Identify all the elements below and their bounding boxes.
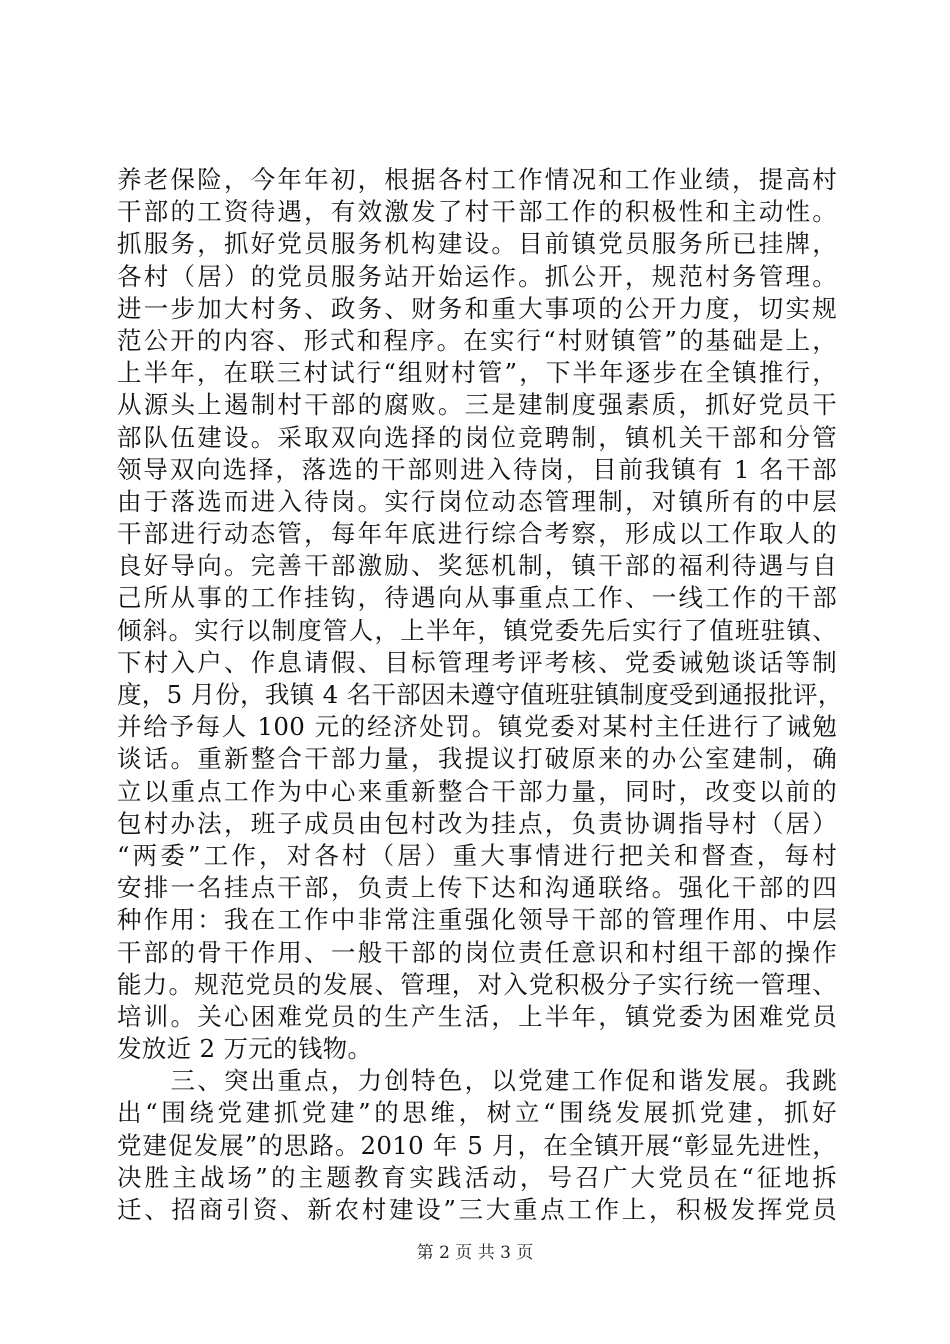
text-line: 培训。关心困难党员的生产生活，上半年，镇党委为困难党员: [117, 1001, 837, 1031]
text-line: 各村（居）的党员服务站开始运作。抓公开，规范村务管理。: [117, 261, 837, 291]
text-line: 良好导向。完善干部激励、奖惩机制，镇干部的福利待遇与自: [117, 551, 837, 581]
text-line: 抓服务，抓好党员服务机构建设。目前镇党员服务所已挂牌，: [117, 229, 837, 259]
text-line: 部队伍建设。采取双向选择的岗位竞聘制，镇机关干部和分管: [117, 422, 837, 452]
text-line: 进一步加大村务、政务、财务和重大事项的公开力度，切实规: [117, 293, 837, 323]
paragraph-end-line: 发放近 2 万元的钱物。: [117, 1034, 373, 1064]
text-line: 党建促发展”的思路。2010 年 5 月，在全镇开展“彰显先进性，: [117, 1130, 837, 1160]
text-line: 领导双向选择，落选的干部则进入待岗，目前我镇有 1 名干部: [117, 454, 837, 484]
text-line: 干部进行动态管，每年年底进行综合考察，形成以工作取人的: [117, 519, 837, 549]
page-footer: [0, 1242, 950, 1264]
text-line: 决胜主战场”的主题教育实践活动，号召广大党员在“征地拆: [117, 1162, 837, 1192]
text-line: 倾斜。实行以制度管人，上半年，镇党委先后实行了值班驻镇、: [117, 615, 837, 645]
text-line: 从源头上遏制村干部的腐败。三是建制度强素质，抓好党员干: [117, 390, 837, 420]
text-line: 干部的骨干作用、一般干部的岗位责任意识和村组干部的操作: [117, 937, 837, 967]
text-line: 上半年，在联三村试行“组财村管”，下半年逐步在全镇推行，: [117, 358, 837, 388]
text-line: 包村办法，班子成员由包村改为挂点，负责协调指导村（居）: [117, 808, 837, 838]
text-line: 己所从事的工作挂钩，待遇向从事重点工作、一线工作的干部: [117, 583, 837, 613]
text-line: 立以重点工作为中心来重新整合干部力量，同时，改变以前的: [117, 776, 837, 806]
text-line: 种作用：我在工作中非常注重强化领导干部的管理作用、中层: [117, 905, 837, 935]
text-line: 谈话。重新整合干部力量，我提议打破原来的办公室建制，确: [117, 744, 837, 774]
text-line: 能力。规范党员的发展、管理，对入党积极分子实行统一管理、: [117, 969, 837, 999]
text-line: “两委”工作，对各村（居）重大事情进行把关和督查，每村: [117, 840, 837, 870]
text-line: 范公开的内容、形式和程序。在实行“村财镇管”的基础是上，: [117, 325, 837, 355]
text-line: 安排一名挂点干部，负责上传下达和沟通联络。强化干部的四: [117, 873, 837, 903]
text-line: 迁、招商引资、新农村建设”三大重点工作上，积极发挥党员: [117, 1195, 837, 1224]
text-line: 并给予每人 100 元的经济处罚。镇党委对某村主任进行了诫勉: [117, 712, 837, 742]
text-line: 养老保险，今年年初，根据各村工作情况和工作业绩，提高村: [117, 165, 837, 194]
page-number-label: 第 2 页 共 3 页: [416, 1243, 534, 1263]
text-line: 下村入户、作息请假、目标管理考评考核、党委诫勉谈话等制: [117, 647, 837, 677]
text-line: 度，5 月份，我镇 4 名干部因未遵守值班驻镇制度受到通报批评，: [117, 680, 843, 709]
text-line: 由于落选而进入待岗。实行岗位动态管理制，对镇所有的中层: [117, 486, 837, 516]
text-line: 干部的工资待遇，有效激发了村干部工作的积极性和主动性。: [117, 197, 837, 227]
paragraph-start-line: 三、突出重点，力创特色，以党建工作促和谐发展。我跳: [117, 1066, 837, 1096]
body-text: [117, 164, 843, 1226]
text-line: 出“围绕党建抓党建”的思维，树立“围绕发展抓党建，抓好: [117, 1098, 837, 1128]
